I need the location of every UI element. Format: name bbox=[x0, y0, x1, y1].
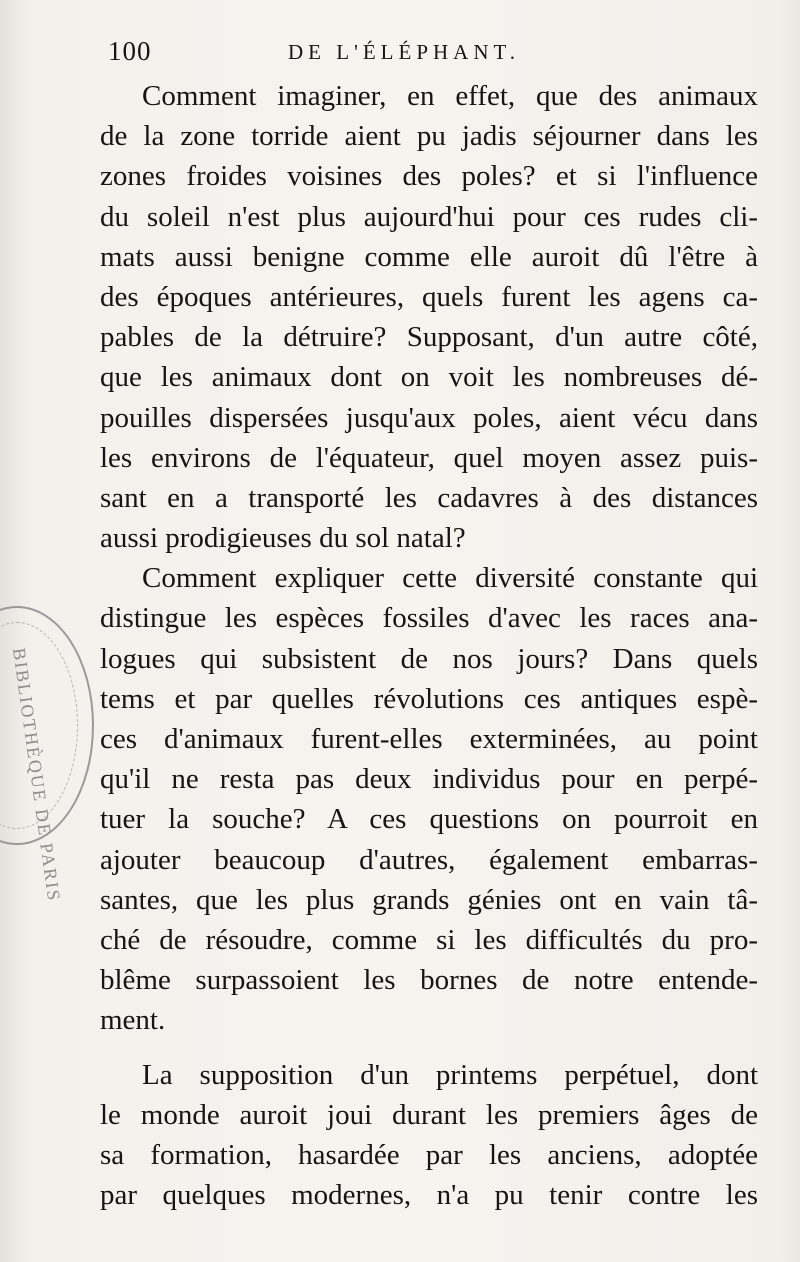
library-stamp bbox=[0, 606, 94, 904]
text-line: sa formation, hasardée par les anciens, adoptée bbox=[100, 1138, 758, 1171]
text-line: ces d'animaux furent-elles exterminées, au point bbox=[100, 723, 758, 755]
text-line: santes, que les plus grands génies ont en vain tâ- bbox=[100, 883, 758, 916]
body-text bbox=[100, 76, 758, 1215]
text-line: pables de la détruire? Supposant, d'un autre côté, bbox=[100, 321, 758, 354]
text-line: logues qui subsistent de nos jours? Dans quels bbox=[100, 642, 758, 675]
page-header bbox=[108, 36, 768, 72]
text-line: les environs de l'équateur, quel moyen assez puis- bbox=[100, 441, 758, 474]
text-line: aussi prodigieuses du sol natal? bbox=[100, 522, 466, 555]
running-title: DE L'ÉLÉPHANT. bbox=[288, 40, 521, 64]
text-line: par quelques modernes, n'a pu tenir contre les bbox=[100, 1179, 758, 1212]
text-line: le monde auroit joui durant les premiers âges de bbox=[100, 1098, 758, 1131]
page-number: 100 bbox=[108, 36, 152, 66]
stamp-text: BIBLIOTHÈQUE DE PARIS bbox=[8, 646, 65, 904]
text-line: tems et par quelles révolutions ces antiques espè- bbox=[100, 682, 758, 715]
text-line: ajouter beaucoup d'autres, également embarras- bbox=[100, 843, 758, 876]
text-line: blême surpassoient les bornes de notre entende- bbox=[100, 964, 758, 997]
text-line: Comment expliquer cette diversité constante qui bbox=[142, 562, 758, 595]
text-line: des époques antérieures, quels furent les agens ca- bbox=[100, 280, 758, 313]
text-line: que les animaux dont on voit les nombreuses dé- bbox=[100, 361, 758, 394]
text-line: sant en a transporté les cadavres à des distances bbox=[100, 481, 758, 514]
text-line: de la zone torride aient pu jadis séjourner dans les bbox=[100, 120, 758, 153]
text-line: ment. bbox=[100, 1004, 166, 1037]
paragraph-gap bbox=[100, 1041, 758, 1055]
text-line: zones froides voisines des poles? et si l'influence bbox=[100, 160, 758, 193]
text-line: mats aussi benigne comme elle auroit dû l'être à bbox=[100, 240, 758, 273]
text-line: La supposition d'un printems perpétuel, dont bbox=[142, 1058, 758, 1091]
text-line: tuer la souche? A ces questions on pourroit en bbox=[100, 803, 758, 836]
text-line: pouilles dispersées jusqu'aux poles, aient vécu dans bbox=[100, 401, 758, 434]
text-line: du soleil n'est plus aujourd'hui pour ces rudes cli- bbox=[100, 200, 758, 233]
text-line: distingue les espèces fossiles d'avec les races ana- bbox=[100, 602, 758, 635]
text-line: qu'il ne resta pas deux individus pour en perpé- bbox=[100, 763, 758, 796]
text-line: Comment imaginer, en effet, que des animaux bbox=[142, 80, 758, 112]
text-line: ché de résoudre, comme si les difficultés du pro- bbox=[100, 923, 758, 956]
